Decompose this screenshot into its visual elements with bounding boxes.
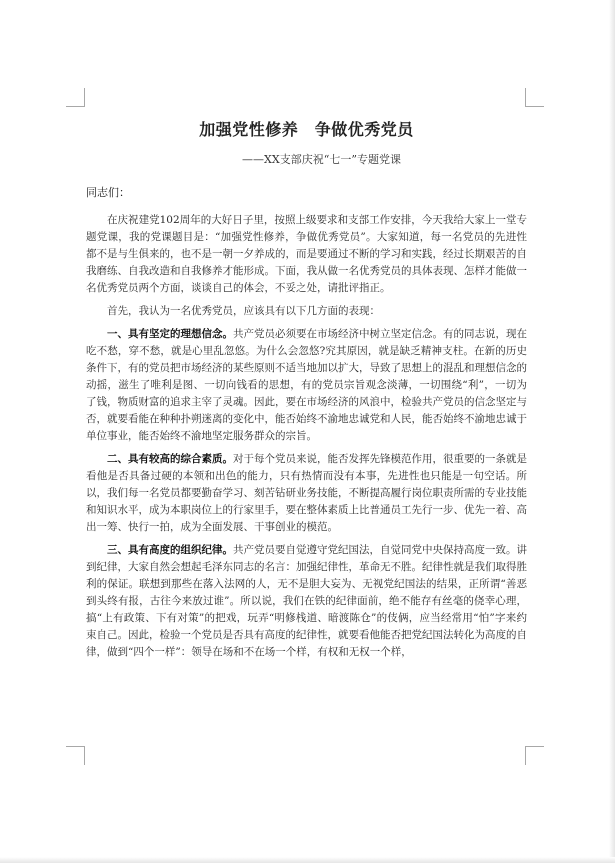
paragraph-intro <box>86 212 527 297</box>
paragraph-section-1 <box>86 326 527 445</box>
margin-marker-bottom-left <box>66 746 85 765</box>
section-3-text: 共产党员要自觉遵守党纪国法，自觉同党中央保持高度一致。讲到纪律，大家自然会想起毛泽东同志的名言：加强纪律性，革命无不胜。纪律性就是我们取得胜利的保证。联想到那些在落入法网的人，无不是胆大妄为、无视党纪国法的结果，正所谓“善恶到头终有报，古往今来放过谁”。所以说，我们在铁的纪律面前，绝不能存有丝毫的侥幸心理，搞“上有政策、下有对策”的把戏，玩弄“明修栈道、暗渡陈仓”的伎俩，应当经常用“怕”字来约束自己。因此，检验一个党员是否具有高度的纪律性，就要看他能否把党纪国法转化为高度的自律，做到“四个一样”：领导在场和不在场一个样，有权和无权一个样， <box>86 544 527 658</box>
document-body[interactable] <box>86 118 527 661</box>
paragraph-section-2 <box>86 451 527 536</box>
margin-marker-bottom-right <box>525 746 544 765</box>
paragraph-section-3 <box>86 542 527 661</box>
page-shadow-bottom <box>0 857 615 863</box>
section-2-heading: 二、具有较高的综合素质。 <box>107 453 233 465</box>
document-subtitle: ——XX支部庆祝“七一”专题党课 <box>242 153 401 166</box>
section-1-heading: 一、具有坚定的理想信念。 <box>107 328 233 340</box>
page-shadow-right <box>609 0 615 863</box>
section-3-heading: 三、具有高度的组织纪律。 <box>107 544 233 556</box>
section-1-text: 共产党员必须要在市场经济中树立坚定信念。有的同志说，现在吃不愁，穿不愁，就是心里乱忽悠。为什么会忽悠?究其原因，就是缺乏精神支柱。在新的历史条件下，有的党员把市场经济的某些原则不适当地加以扩大，导致了思想上的混乱和理想信念的动摇，滋生了唯利是图、一切向钱看的思想，有的党员宗旨观念淡薄，一切围绕“利”，一切为了钱，物质财富的追求主宰了灵魂。因此，要在市场经济的风浪中，检验共产党员的信念坚定与否，就要看能在种种扑朔迷离的变化中，能否始终不渝地忠诚党和人民，能否始终不渝地忠诚于单位事业，能否始终不渝地坚定服务群众的宗旨。 <box>86 328 527 442</box>
paragraph-text: 在庆祝建党102周年的大好日子里，按照上级要求和支部工作安排，今天我给大家上一堂专题党课，我的党课题目是：“加强党性修养，争做优秀党员”。大家知道，每一名党员的先进性都不是与生俱来的，也不是一朝一夕养成的，而是要通过不断的学习和实践，经过长期艰苦的自我磨练、自我改造和自我修养才能形成。下面，我从做一名优秀党员的具体表现、怎样才能做一名优秀党员两个方面，谈谈自己的体会，不妥之处，请批评指正。 <box>86 214 527 294</box>
document-title: 加强党性修养 争做优秀党员 <box>199 120 414 139</box>
paragraph-lead <box>86 303 527 320</box>
greeting: 同志们： <box>86 186 130 199</box>
margin-marker-top-left <box>66 88 85 107</box>
paragraph-text: 首先，我认为一名优秀党员，应该具有以下几方面的表现： <box>107 305 380 317</box>
margin-marker-top-right <box>525 88 544 107</box>
section-2-text: 对于每个党员来说，能否发挥先锋模范作用，很重要的一条就是看他是否具备过硬的本领和出色的能力，只有热情而没有本事，先进性也只能是一句空话。所以，我们每一名党员都要勤奋学习、刻苦钻研业务技能，不断提高履行岗位职责所需的专业技能和知识水平，成为本职岗位上的行家里手，要在整体素质上比普通员工先行一步、优先一着、高出一筹、快行一拍，成为全面发展、干事创业的模范。 <box>86 453 527 533</box>
